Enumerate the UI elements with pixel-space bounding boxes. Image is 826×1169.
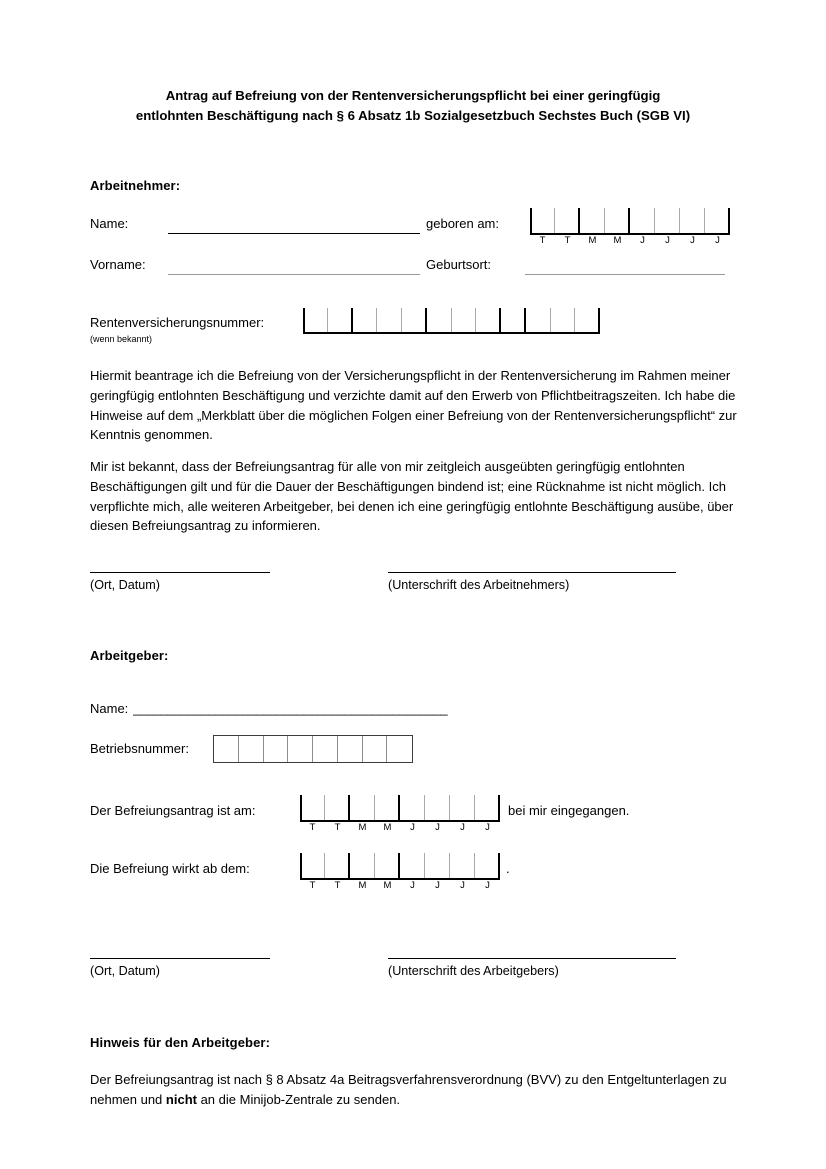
- employer-signature-input[interactable]: [388, 958, 676, 959]
- comb-caption-letter: M: [383, 880, 392, 891]
- employer-effective-date-caption: [300, 881, 500, 891]
- employee-firstname-label: Vorname:: [90, 257, 146, 272]
- section-heading-employee: Arbeitnehmer:: [90, 178, 181, 193]
- employee-place-date-input[interactable]: [90, 572, 270, 573]
- comb-cell[interactable]: [450, 853, 475, 878]
- comb-cell[interactable]: [325, 853, 350, 878]
- employee-insurance-number-label: Rentenversicherungsnummer:: [90, 315, 265, 330]
- comb-cell[interactable]: [350, 795, 375, 820]
- comb-cell[interactable]: [680, 208, 705, 233]
- comb-caption-letter: J: [485, 822, 490, 833]
- company-number-cell[interactable]: [363, 736, 388, 762]
- comb-cell[interactable]: [475, 795, 500, 820]
- company-number-cell[interactable]: [264, 736, 289, 762]
- employer-name-label: Name:: [90, 701, 129, 716]
- company-number-cell[interactable]: [313, 736, 338, 762]
- employee-insurance-number-input[interactable]: [303, 308, 600, 334]
- employer-company-number-label: Betriebsnummer:: [90, 741, 189, 756]
- comb-caption-letter: M: [358, 880, 367, 891]
- employee-name-input[interactable]: [168, 233, 420, 234]
- comb-cell[interactable]: [705, 208, 730, 233]
- comb-caption-letter: J: [715, 235, 720, 246]
- employer-place-date-input[interactable]: [90, 958, 270, 959]
- comb-caption-letter: J: [665, 235, 670, 246]
- comb-cell[interactable]: [501, 308, 526, 332]
- comb-cell[interactable]: [530, 208, 555, 233]
- comb-cell[interactable]: [425, 795, 450, 820]
- employer-received-date-input[interactable]: [300, 795, 500, 822]
- company-number-cell[interactable]: [288, 736, 313, 762]
- company-number-cell[interactable]: [338, 736, 363, 762]
- comb-cell[interactable]: [325, 795, 350, 820]
- comb-cell[interactable]: [402, 308, 427, 332]
- comb-cell[interactable]: [555, 208, 580, 233]
- comb-rail-right: [498, 853, 500, 878]
- comb-cell[interactable]: [303, 308, 328, 332]
- comb-caption-letter: M: [358, 822, 367, 833]
- comb-cell[interactable]: [353, 308, 378, 332]
- comb-cell[interactable]: [427, 308, 452, 332]
- comb-rail-right: [598, 308, 600, 332]
- comb-caption-letter: J: [690, 235, 695, 246]
- comb-cell[interactable]: [350, 853, 375, 878]
- comb-cell[interactable]: [328, 308, 353, 332]
- employer-company-number-input[interactable]: [213, 735, 413, 763]
- employer-note-heading: Hinweis für den Arbeitgeber:: [90, 1035, 271, 1050]
- declaration-paragraph-2: Mir ist bekannt, dass der Befreiungsantrag für alle von mir zeitgleich ausgeübten geringfügig entlohnten Beschäftigungen gilt und für die Dauer der Beschäftigungen bindend ist; eine Rücknahme ist nicht möglich. Ich verpflichte mich, alle weiteren Arbeitgeber, bei denen ich eine geringfügig entlohnte Beschäftigung ausübe, über diesen Befreiungsantrag zu informieren.: [90, 459, 734, 534]
- employer-signature-label: (Unterschrift des Arbeitgebers): [388, 964, 559, 978]
- comb-caption-letter: T: [309, 822, 316, 833]
- comb-cell[interactable]: [605, 208, 630, 233]
- comb-caption-letter: T: [539, 235, 546, 246]
- employee-birthdate-input[interactable]: [530, 208, 730, 235]
- comb-cell[interactable]: [450, 795, 475, 820]
- comb-caption-letter: M: [613, 235, 622, 246]
- employee-signature-label: (Unterschrift des Arbeitnehmers): [388, 578, 570, 592]
- company-number-cell[interactable]: [239, 736, 264, 762]
- employee-birthdate-label: geboren am:: [426, 216, 499, 231]
- comb-cell[interactable]: [630, 208, 655, 233]
- employer-note-text: Der Befreiungsantrag ist nach § 8 Absatz 4a Beitragsverfahrensverordnung (BVV) zu den Entgeltunterlagen zu nehmen und nicht an die Minijob-Zentrale zu senden.: [90, 1072, 727, 1107]
- comb-rail-right: [728, 208, 730, 233]
- employee-insurance-number-note: (wenn bekannt): [90, 334, 153, 344]
- title-line-1: Antrag auf Befreiung von der Rentenversicherungspflicht bei einer geringfügig: [165, 88, 661, 103]
- comb-caption-letter: J: [410, 822, 415, 833]
- comb-caption-letter: T: [309, 880, 316, 891]
- comb-caption-letter: J: [640, 235, 645, 246]
- comb-caption-letter: T: [564, 235, 571, 246]
- comb-cell[interactable]: [475, 853, 500, 878]
- employee-birthplace-input[interactable]: [525, 274, 725, 275]
- employee-birthdate-caption: [530, 236, 730, 246]
- employer-name-input[interactable]: ______________________________________________: [133, 701, 448, 716]
- comb-cell[interactable]: [300, 795, 325, 820]
- employee-birthplace-label: Geburtsort:: [426, 257, 492, 272]
- employer-received-label: Der Befreiungsantrag ist am:: [90, 803, 256, 818]
- comb-caption-letter: T: [334, 880, 341, 891]
- comb-caption-letter: M: [383, 822, 392, 833]
- comb-cell[interactable]: [425, 853, 450, 878]
- comb-cell[interactable]: [452, 308, 477, 332]
- comb-cell[interactable]: [655, 208, 680, 233]
- employer-effective-suffix: .: [506, 861, 510, 876]
- employer-place-date-label: (Ort, Datum): [90, 964, 160, 978]
- comb-cell[interactable]: [375, 795, 400, 820]
- comb-caption-letter: J: [410, 880, 415, 891]
- section-heading-employer: Arbeitgeber:: [90, 648, 169, 663]
- comb-caption-letter: T: [334, 822, 341, 833]
- employer-note-emphasis: nicht: [165, 1091, 197, 1107]
- title-line-2: entlohnten Beschäftigung nach § 6 Absatz 1b Sozialgesetzbuch Sechstes Buch (SGB VI): [135, 108, 691, 124]
- comb-rail-right: [498, 795, 500, 820]
- comb-cell[interactable]: [375, 853, 400, 878]
- comb-cell[interactable]: [476, 308, 501, 332]
- comb-cell[interactable]: [400, 795, 425, 820]
- company-number-cell[interactable]: [214, 736, 239, 762]
- comb-caption-letter: J: [435, 822, 440, 833]
- comb-cell[interactable]: [400, 853, 425, 878]
- employee-signature-input[interactable]: [388, 572, 676, 573]
- comb-cell[interactable]: [580, 208, 605, 233]
- employer-effective-date-input[interactable]: [300, 853, 500, 880]
- comb-cell[interactable]: [377, 308, 402, 332]
- comb-cell[interactable]: [526, 308, 551, 332]
- comb-caption-letter: J: [485, 880, 490, 891]
- comb-caption-letter: J: [460, 822, 465, 833]
- employee-firstname-input[interactable]: [168, 274, 420, 275]
- comb-cell[interactable]: [575, 308, 600, 332]
- employer-effective-label: Die Befreiung wirkt ab dem:: [90, 861, 250, 876]
- employee-place-date-label: (Ort, Datum): [90, 578, 160, 592]
- employer-received-date-caption: [300, 823, 500, 833]
- page-title: [88, 86, 738, 127]
- employer-received-suffix: bei mir eingegangen.: [508, 803, 630, 818]
- comb-cell[interactable]: [300, 853, 325, 878]
- comb-caption-letter: M: [588, 235, 597, 246]
- comb-caption-letter: J: [435, 880, 440, 891]
- comb-caption-letter: J: [460, 880, 465, 891]
- company-number-cell[interactable]: [387, 736, 412, 762]
- declaration-paragraph-1: Hiermit beantrage ich die Befreiung von der Versicherungspflicht in der Rentenversicherung im Rahmen meiner geringfügig entlohnten Beschäftigung und verzichte damit auf den Erwerb von Pflichtbeitragszeiten. Ich habe die Hinweise auf dem „Merkblatt über die möglichen Folgen einer Befreiung von der Rentenversicherungspflicht“ zur Kenntnis genommen.: [90, 368, 737, 443]
- comb-cell[interactable]: [551, 308, 576, 332]
- employee-name-label: Name:: [90, 216, 129, 231]
